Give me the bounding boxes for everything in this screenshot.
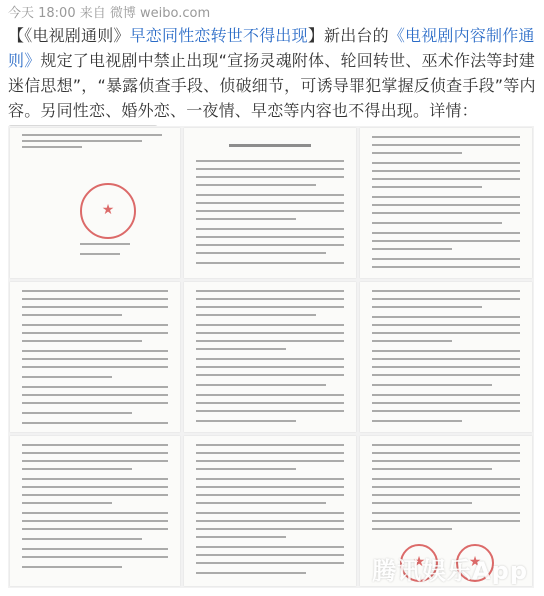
image-thumbnail-1[interactable] xyxy=(10,128,180,278)
watermark-logo: 腾讯娱乐App xyxy=(372,557,528,585)
image-thumbnail-7[interactable] xyxy=(10,436,180,586)
post-source[interactable]: 来自 微博 weibo.com xyxy=(79,6,211,21)
image-thumbnail-2[interactable] xyxy=(184,128,356,278)
image-thumbnail-5[interactable] xyxy=(184,282,356,432)
image-thumbnail-8[interactable] xyxy=(184,436,356,586)
post-time: 今天 18:00 xyxy=(8,6,76,21)
image-grid xyxy=(8,126,534,588)
image-thumbnail-6[interactable] xyxy=(360,282,532,432)
text-part-3: 规定了电视剧中禁止出现“宣扬灵魂附体、轮回转世、巫术作法等封建迷信思想”，“暴露侦查手段、侦破细节，可诱导罪犯掌握反侦查手段”等内容。另同性恋、婚外恋、一夜情、早恋等内容也不得出现。详情： xyxy=(8,51,536,120)
text-part-1: 【《电视剧通则》 xyxy=(8,26,130,45)
text-part-2: 】新出台的 xyxy=(307,26,389,45)
image-thumbnail-4[interactable] xyxy=(10,282,180,432)
topic-link[interactable]: 早恋同性恋转世不得出现 xyxy=(129,26,308,45)
image-thumbnail-3[interactable] xyxy=(360,128,532,278)
book-link[interactable]: 《电视剧内容制作通则》 xyxy=(8,26,535,70)
official-seal-icon xyxy=(80,183,136,239)
post-meta xyxy=(8,4,210,24)
